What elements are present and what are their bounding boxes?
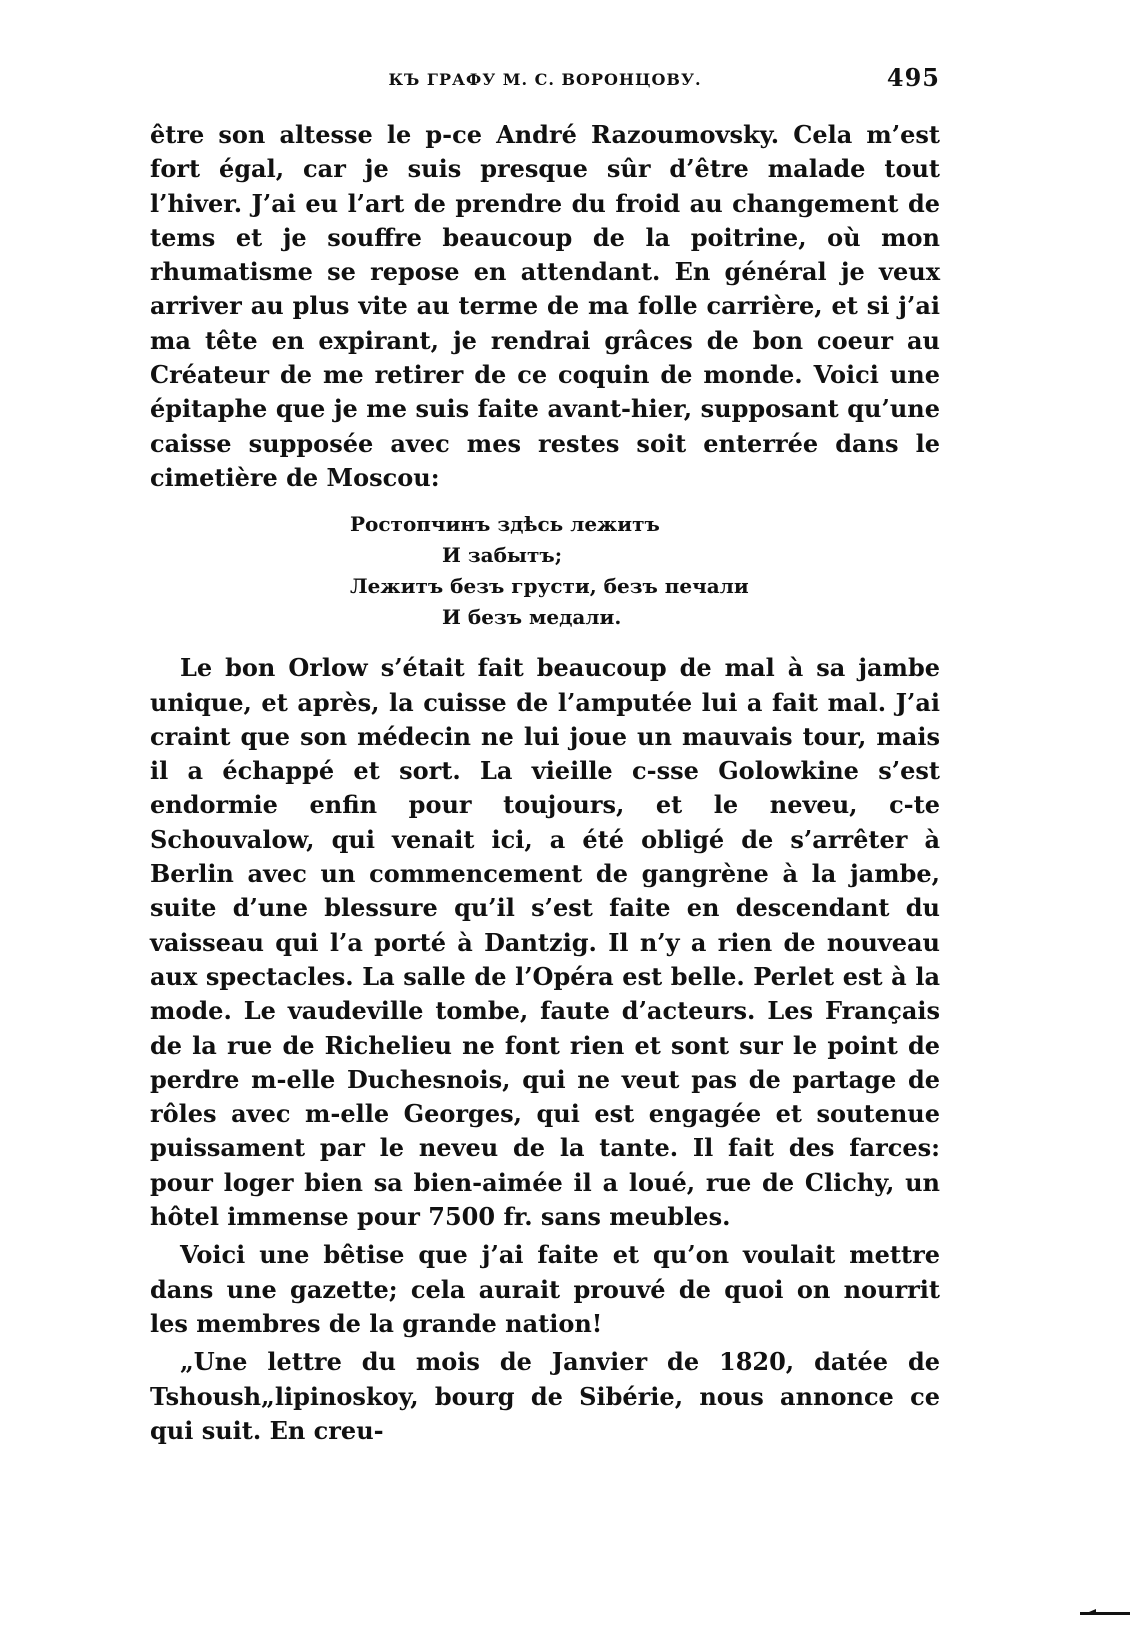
poem-line-1: Ростопчинъ здѣсь лежитъ	[350, 512, 660, 537]
page-number: 495	[886, 63, 940, 92]
poem-line-2: И забытъ;	[442, 543, 563, 568]
page-corner-mark	[1080, 1598, 1130, 1615]
paragraph-4: „Une lettre du mois de Janvier de 1820, datée de Tshoush„lipinoskoy, bourg de Sibérie, nous annonce ce qui suit. En creu-	[150, 1347, 940, 1445]
poem-line-3: Лежитъ безъ грусти, безъ печали	[350, 574, 749, 599]
running-head	[150, 60, 940, 100]
epitaph-poem	[150, 509, 940, 633]
paragraph-3: Voici une bêtise que j’ai faite et qu’on voulait mettre dans une gazette; cela aurait prouvé de quoi on nourrit les membres de la grande nation!	[150, 1240, 940, 1338]
running-head-title: КЪ ГРАФУ М. С. ВОРОНЦОВУ.	[388, 70, 702, 89]
document-page	[150, 60, 940, 1448]
paragraph-2: Le bon Orlow s’était fait beaucoup de mal à sa jambe unique, et après, la cuisse de l’amputée lui a fait mal. J’ai craint que son médecin ne lui joue un mauvais tour, mais il a échappé et sort. La vieille c-sse Golowkine s’est endormie enfin pour toujours, et le neveu, c-te Schouvalow, qui venait ici, a été obligé de s’arrêter à Berlin avec un commencement de gangrène à la jambe, suite d’une blessure qu’il s’est faite en descendant du vaisseau qui l’a porté à Dantzig. Il n’y a rien de nouveau aux spectacles. La salle de l’Opéra est belle. Perlet est à la mode. Le vaudeville tombe, faute d’acteurs. Les Français de la rue de Richelieu ne font rien et sont sur le point de perdre m-elle Duchesnois, qui ne veut pas de partage de rôles avec m-elle Georges, qui est engagée et soutenue puissament par le neveu de la tante. Il fait des farces: pour loger bien sa bien-aimée il a loué, rue de Clichy, un hôtel immense pour 7500 fr. sans meubles.	[150, 653, 940, 1232]
poem-line-4: И безъ медали.	[442, 605, 622, 630]
paragraph-1: être son altesse le p-ce André Razoumovsky. Cela m’est fort égal, car je suis presque sûr d’être malade tout l’hiver. J’ai eu l’art de prendre du froid au changement de tems et je souffre beaucoup de la poitrine, où mon rhumatisme se repose en attendant. En général je veux arriver au plus vite au terme de ma folle carrière, et si j’ai ma tête en expirant, je rendrai grâces de bon coeur au Créateur de me retirer de ce coquin de monde. Voici une épitaphe que je me suis faite avant-hier, supposant qu’une caisse supposée avec mes restes soit enterrée dans le cimetière de Moscou:	[150, 120, 940, 492]
